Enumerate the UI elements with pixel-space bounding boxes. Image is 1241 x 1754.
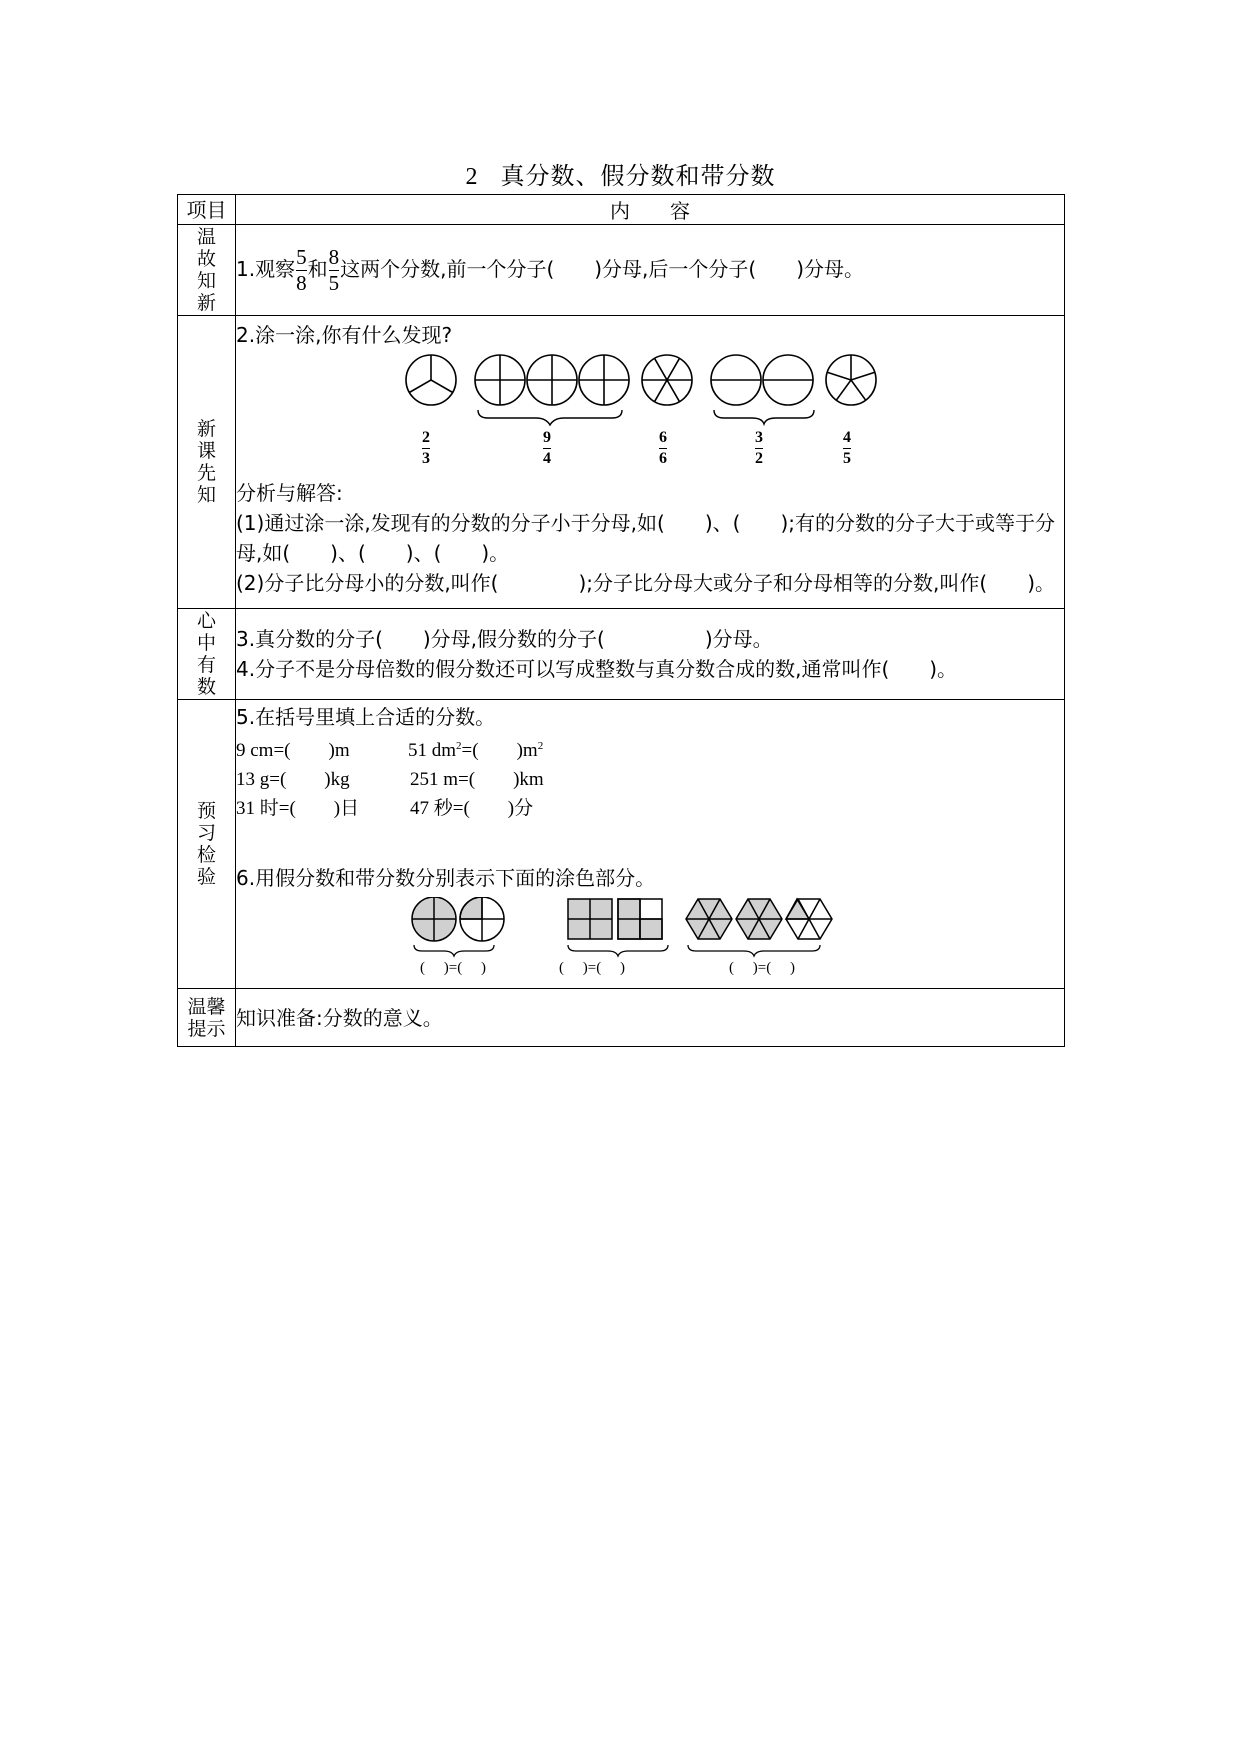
- question-2: 2.涂一涂,你有什么发现?: [236, 323, 453, 347]
- shaded-svg: [236, 897, 1051, 977]
- question-6: 6.用假分数和带分数分别表示下面的涂色部分。: [236, 866, 656, 890]
- fraction-label: $\frac{9}{4}$: [543, 429, 551, 467]
- section-check: [178, 700, 1065, 989]
- question-3: 3.真分数的分子( )分母,假分数的分子( )分母。: [236, 627, 773, 651]
- section-tips: [178, 989, 1065, 1047]
- title-number: 2: [465, 164, 479, 190]
- brace-icon: [478, 410, 622, 425]
- fraction-label: $\frac{2}{3}$: [422, 429, 430, 467]
- analysis-p2: (2)分子比分母小的分数,叫作( );分子比分母大或分子和分母相等的分数,叫作( )。: [236, 571, 1055, 595]
- question-4: 4.分子不是分母倍数的假分数还可以写成整数与真分数合成的数,通常叫作( )。: [236, 657, 958, 681]
- fraction: $\frac{8}{5}$: [328, 244, 340, 295]
- circle-quarters-icon: [475, 355, 525, 405]
- answer-blank[interactable]: ( )=( ): [559, 960, 625, 976]
- analysis-title: 分析与解答:: [236, 481, 343, 505]
- shaded-figures: [236, 897, 1064, 977]
- section-label: 心 中 有 数: [178, 609, 236, 700]
- fraction-label: $\frac{6}{6}$: [659, 429, 667, 467]
- fraction-label: $\frac{3}{2}$: [755, 429, 763, 467]
- shaded-square-icon: [568, 899, 612, 939]
- section-summary: [178, 609, 1065, 700]
- page-title: [0, 156, 1241, 191]
- title-text: 真分数、假分数和带分数: [500, 162, 776, 190]
- analysis-p1: (1)通过涂一涂,发现有的分数的分子小于分母,如( )、( );有的分数的分子大于或等于分母,如( )、( )、( )。: [236, 511, 1055, 565]
- circle-quarters-icon: [527, 355, 577, 405]
- brace-icon: [714, 410, 814, 424]
- answer-blank[interactable]: ( )=( ): [729, 960, 795, 976]
- circle-figures: [236, 350, 1064, 478]
- circle-halves-icon: [763, 355, 813, 405]
- circle-sixths-icon: [642, 355, 692, 405]
- header-item: 项目: [178, 195, 236, 225]
- fraction: $\frac{5}{8}$: [296, 244, 307, 295]
- shaded-circle-icon: [412, 897, 456, 941]
- shaded-hexagon-icon: [736, 899, 782, 939]
- section-new-lesson: [178, 316, 1065, 609]
- section-label: 预 习 检 验: [178, 700, 236, 989]
- tip-text: 知识准备:分数的意义。: [236, 989, 1065, 1047]
- fraction-label: $\frac{4}{5}$: [843, 429, 851, 467]
- table-header: [178, 195, 1065, 225]
- circles-svg: [236, 350, 1051, 478]
- worksheet-table: [177, 194, 1065, 1047]
- shaded-hexagon-icon: [686, 899, 732, 939]
- question-5: 5.在括号里填上合适的分数。: [236, 705, 496, 729]
- section-review: [178, 225, 1065, 316]
- circle-fifths-icon: [826, 355, 876, 405]
- partial-hexagon-icon: [786, 899, 832, 939]
- partial-circle-icon: [460, 897, 504, 941]
- section-label: 温馨 提示: [178, 989, 236, 1047]
- partial-square-icon: [618, 899, 662, 939]
- circle-halves-icon: [711, 355, 761, 405]
- section-label: 新 课 先 知: [178, 316, 236, 609]
- answer-blank[interactable]: ( )=( ): [420, 960, 486, 976]
- question-1: 1.观察 $\frac{5}{8}$ 和 $\frac{8}{5}$ 这两个分数,前一个分子( )分母,后一个分子( )分母。: [236, 225, 1065, 316]
- circle-quarters-icon: [579, 355, 629, 405]
- section-label: 温 故 知 新: [178, 225, 236, 316]
- header-content: 内 容: [236, 195, 1065, 225]
- unit-conversions: 9 cm=( )m 51 $dm^2=$( )$m^2$ 13 g=( )kg 251 m=( )km 31 时=( )日 47 秒=( )分: [236, 740, 544, 819]
- circle-thirds-icon: [406, 355, 456, 405]
